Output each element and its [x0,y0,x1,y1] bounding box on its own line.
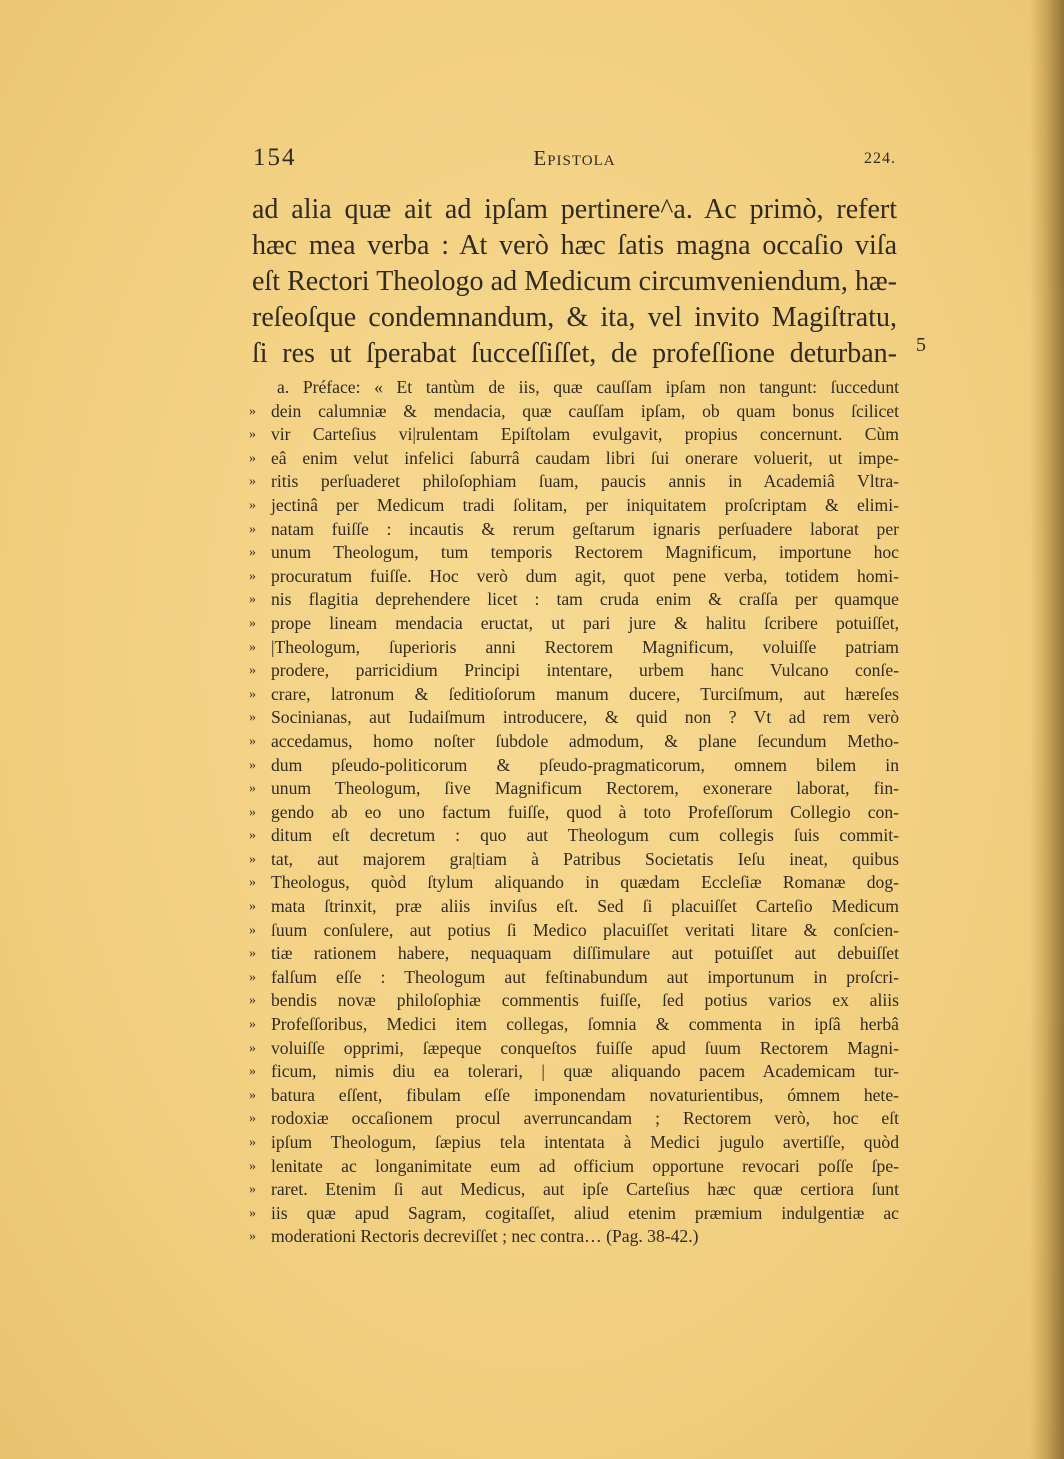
footnote-line [249,1225,899,1249]
quotation-mark: » [249,427,256,443]
footnote-line-text: prodere, parricidium Principi intentare, urbem hanc Vulcano conſe- [271,660,899,681]
footnote-line [249,824,899,848]
quotation-mark: » [249,403,256,419]
footnote-line-text: ipſum Theologum, ſæpius tela intentata à Medici jugulo avertiſſe, quòd [271,1132,899,1152]
footnote-line [249,1107,899,1131]
footnote-line-text: rodoxiæ occaſionem procul averruncandam ; Rectorem verò, hoc eſt [271,1108,899,1129]
quotation-mark: » [249,545,256,561]
footnote-line-text: bendis novæ philoſophiæ commentis fuiſſe, ſed potius varios ex aliis [271,990,899,1011]
footnote-line-text: Theologus, quòd ſtylum aliquando in quædam Eccleſiæ Romanæ dog- [271,872,899,893]
quotation-mark: » [249,615,256,631]
original-page-reference: 224. [864,150,896,167]
footnote-line-text: tiæ rationem habere, nequaquam diſſimulare aut potuiſſet aut debuiſſet [271,943,899,964]
quotation-mark: » [249,875,256,891]
footnote-line [249,683,899,707]
footnote-line-text: tat, aut majorem gra|tiam à Patribus Societatis Ieſu ineat, quibus [271,848,899,869]
footnote-line [249,730,899,754]
footnote-line [249,801,899,825]
footnote-line [249,447,899,471]
line-number-marker: 5 [916,334,926,356]
footnote-line-text: falſum eſſe : Theologum aut feſtinabundum aut importunum in proſcri- [271,966,899,987]
footnote-line [249,706,899,730]
quotation-mark: » [249,1064,256,1080]
footnote-line-text: accedamus, homo noſter ſubdole admodum, & plane ſecundum Metho- [271,730,899,751]
quotation-mark: » [249,1087,256,1103]
main-text-line: eſt Rectori Theologo ad Medicum circumveniendum, hæ- [252,266,897,297]
quotation-mark: » [249,733,256,749]
footnote-line-text: dein calumniæ & mendacia, quæ cauſſam ipſam, ob quam bonus ſcilicet [271,400,899,421]
footnote-line [249,848,899,872]
footnote-line [249,1060,899,1084]
footnote-line [249,895,899,919]
quotation-mark: » [249,1135,256,1150]
quotation-mark: » [249,804,256,820]
quotation-mark: » [249,592,256,608]
quotation-mark: » [249,710,256,726]
footnote-line [249,1013,899,1037]
footnote-line [249,400,899,424]
footnote-line [249,1155,899,1179]
footnote-line-text: voluiſſe opprimi, ſæpeque conqueſtos fuiſſe apud ſuum Rectorem Magni- [271,1037,899,1058]
quotation-mark: » [249,639,256,655]
main-text-line: hæc mea verba : At verò hæc ſatis magna occaſio viſa [252,230,897,261]
footnote-line [249,612,899,636]
footnote-line [249,1202,899,1226]
quotation-mark: » [249,1111,256,1127]
footnote-line [249,1178,899,1202]
quotation-mark: » [249,946,256,962]
footnote-line [249,966,899,990]
footnote-line [249,777,899,801]
footnote-line-text: ficum, nimis diu ea tolerari, | quæ aliquando pacem Academicam tur- [271,1061,899,1082]
main-text-line: ad alia quæ ait ad ipſam pertinere^a. Ac primò, refert [252,194,897,225]
footnote-line-text: moderationi Rectoris decreviſſet ; nec contra… (Pag. 38-42.) [271,1226,699,1247]
footnote-line [249,541,899,565]
quotation-mark: » [249,1040,256,1056]
quotation-mark: » [249,568,256,584]
quotation-mark: » [249,1229,256,1245]
main-text-block [252,192,897,372]
footnote-line-text: ditum eſt decretum : quo aut Theologum cum collegis ſuis commit- [271,825,899,846]
quotation-mark: » [249,497,256,513]
footnote-line-text: raret. Etenim ſi aut Medicus, aut ipſe Carteſius hæc quæ certiora ſunt [271,1179,899,1200]
quotation-mark: » [249,969,256,985]
quotation-mark: » [249,686,256,702]
footnote-line [249,636,899,660]
footnote-line [249,518,899,542]
footnote-line-text: ritis perſuaderet philoſophiam ſuam, paucis annis in Academiâ Vltra- [271,471,899,492]
footnote-line [249,659,899,683]
footnote-line-text: prope lineam mendacia eructat, ut pari jure & halitu ſcribere potuiſſet, [271,612,899,633]
quotation-mark: » [249,663,256,679]
quotation-mark: » [249,781,256,797]
footnote-line-text: a. Préface: « Et tantùm de iis, quæ cauſſam ipſam non tangunt: ſuccedunt [277,377,899,397]
footnote-line [249,423,899,447]
footnote-line-text: eâ enim velut infelici ſaburrâ caudam libri ſui onerare voluerit, ut impe- [271,447,899,468]
footnote-line-text: ſuum conſulere, aut potius ſi Medico placuiſſet veritati litare & conſcien- [271,919,899,940]
footnote-line [249,754,899,778]
footnote-line-text: natam fuiſſe : incautis & rerum geſtarum ignaris perſuadere laborat per [271,518,899,539]
quotation-mark: » [249,899,256,915]
quotation-mark: » [249,922,256,938]
footnote-block [249,376,899,1249]
footnote-line-text: procuratum fuiſſe. Hoc verò dum agit, quot pene verba, totidem homi- [271,565,899,586]
quotation-mark: » [249,1017,256,1033]
footnote-line-text: nis flagitia deprehendere licet : tam cruda enim & craſſa per quamque [271,589,899,610]
running-head: Epistola [533,146,616,170]
quotation-mark: » [249,757,256,773]
footnote-line [249,871,899,895]
quotation-mark [249,376,271,400]
quotation-mark: » [249,521,256,537]
footnote-line [249,942,899,966]
quotation-mark: » [249,828,256,844]
quotation-mark: » [249,993,256,1009]
footnote-line-text: dum pſeudo-politicorum & pſeudo-pragmaticorum, omnem bilem in [271,754,899,775]
footnote-line-text: gendo ab eo uno factum fuiſſe, quod à toto Profeſſorum Collegio con- [271,801,899,822]
footnote-line-text: |Theologum, ſuperioris anni Rectorem Magnificum, voluiſſe patriam [271,636,899,657]
footnote-line-text: lenitate ac longanimitate eum ad officium opportune revocari poſſe ſpe- [271,1155,899,1176]
footnote-line [249,989,899,1013]
footnote-line [249,1131,899,1155]
page-header [253,144,896,180]
footnote-line [249,1037,899,1061]
quotation-mark: » [249,474,256,490]
quotation-mark: » [249,1158,256,1174]
quotation-mark: » [249,1182,256,1198]
main-text-line: reſeoſque condemnandum, & ita, vel invito Magiſtratu, [252,302,897,333]
footnote-line-text: unum Theologum, tum temporis Rectorem Magnificum, importune hoc [271,542,899,563]
quotation-mark: » [249,450,256,466]
footnote-line [249,565,899,589]
footnote-line-text: unum Theologum, ſive Magnificum Rectorem, exonerare laborat, fin- [271,778,899,799]
footnote-line-text: vir Carteſius vi|rulentam Epiſtolam evulgavit, propius concernunt. Cùm [271,424,899,445]
page-number: 154 [253,144,297,171]
footnote-line-text: mata ſtrinxit, præ aliis inviſus eſt. Sed ſi placuiſſet Carteſio Medicum [271,896,899,917]
footnote-line [249,494,899,518]
footnote-line-text: crare, latronum & ſeditioſorum manum ducere, Turciſmum, aut hæreſes [271,683,899,704]
quotation-mark: » [249,851,256,867]
footnote-line [249,919,899,943]
footnote-line [249,376,899,400]
footnote-line [249,588,899,612]
footnote-line-text: iis quæ apud Sagram, cogitaſſet, aliud etenim præmium indulgentiæ ac [271,1202,899,1223]
main-text-line: ſi res ut ſperabat ſucceſſiſſet, de profeſſione deturban- [252,338,897,369]
footnote-line-text: batura eſſent, fibulam eſſe imponendam novaturientibus, ómnem hete- [271,1084,899,1105]
quotation-mark: » [249,1205,256,1221]
footnote-line [249,1084,899,1108]
footnote-line-text: Socinianas, aut Iudaiſmum introducere, & quid non ? Vt ad rem verò [271,707,899,728]
page-edge-shadow [1030,0,1064,1459]
footnote-line-text: jectinâ per Medicum tradi ſolitam, per iniquitatem proſcriptam & elimi- [271,494,899,515]
footnote-line-text: Profeſſoribus, Medici item collegas, ſomnia & commenta in ipſâ herbâ [271,1014,899,1035]
footnote-line [249,470,899,494]
